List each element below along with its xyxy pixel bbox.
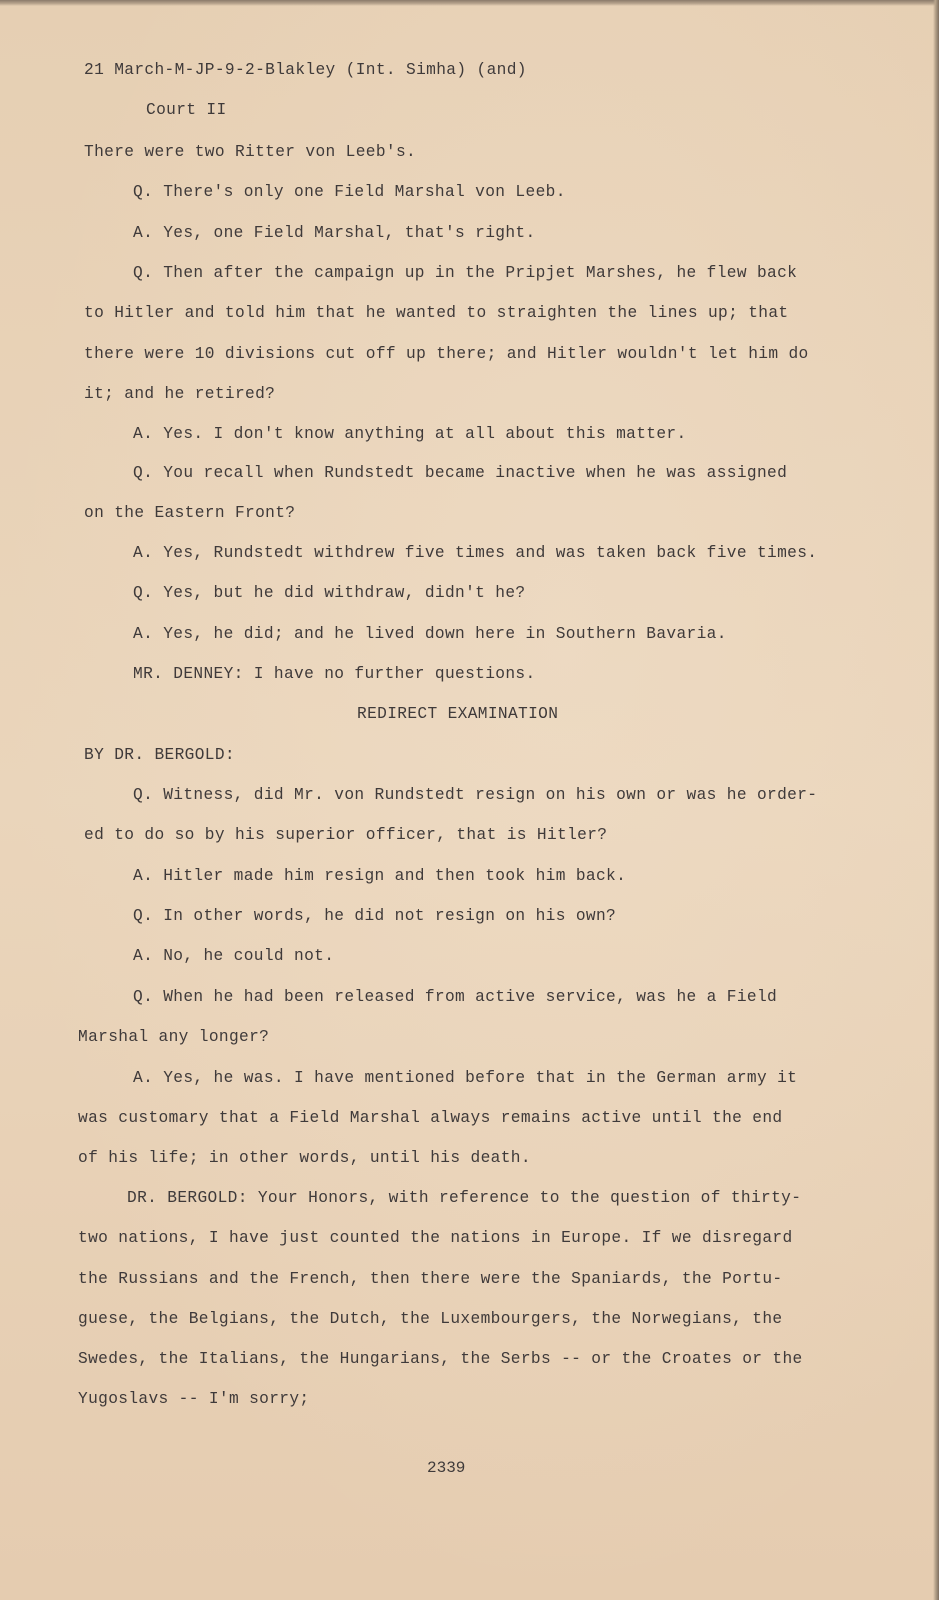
text-line-32: Yugoslavs -- I'm sorry; [78,1390,310,1408]
text-line-27: DR. BERGOLD: Your Honors, with reference to the question of thirty- [127,1189,802,1207]
page-number: 2339 [427,1459,466,1477]
text-line-8: A. Yes. I don't know anything at all about this matter. [133,425,687,443]
text-line-21: A. No, he could not. [133,947,335,965]
document-header: 21 March-M-JP-9-2-Blakley (Int. Simha) (and) [84,61,527,79]
text-line-1: There were two Ritter von Leeb's. [84,143,417,161]
text-line-11: A. Yes, Rundstedt withdrew five times and was taken back five times. [133,544,818,562]
text-line-28: two nations, I have just counted the nations in Europe. If we disregard [78,1229,793,1247]
text-line-4: Q. Then after the campaign up in the Pripjet Marshes, he flew back [133,264,798,282]
text-line-29: the Russians and the French, then there were the Spaniards, the Portu- [78,1270,783,1288]
text-line-24: A. Yes, he was. I have mentioned before that in the German army it [133,1069,798,1087]
text-line-17: Q. Witness, did Mr. von Rundstedt resign on his own or was he order- [133,786,818,804]
page-right-edge [933,0,939,1600]
text-line-18: ed to do so by his superior officer, that is Hitler? [84,826,608,844]
text-line-10: on the Eastern Front? [84,504,296,522]
text-line-9: Q. You recall when Rundstedt became inactive when he was assigned [133,464,788,482]
text-line-12: Q. Yes, but he did withdraw, didn't he? [133,584,526,602]
text-line-22: Q. When he had been released from active service, was he a Field [133,988,778,1006]
text-line-23: Marshal any longer? [78,1028,270,1046]
text-line-25: was customary that a Field Marshal always remains active until the end [78,1109,783,1127]
court-label: Court II [146,101,227,119]
text-line-6: there were 10 divisions cut off up there; and Hitler wouldn't let him do [84,345,809,363]
text-line-5: to Hitler and told him that he wanted to straighten the lines up; that [84,304,789,322]
text-line-14: MR. DENNEY: I have no further questions. [133,665,536,683]
text-line-3: A. Yes, one Field Marshal, that's right. [133,224,536,242]
page-top-edge [0,0,939,6]
text-line-31: Swedes, the Italians, the Hungarians, the Serbs -- or the Croates or the [78,1350,803,1368]
section-heading: REDIRECT EXAMINATION [357,705,559,723]
text-line-2: Q. There's only one Field Marshal von Leeb. [133,183,566,201]
text-line-26: of his life; in other words, until his death. [78,1149,531,1167]
text-line-13: A. Yes, he did; and he lived down here in Southern Bavaria. [133,625,727,643]
text-line-20: Q. In other words, he did not resign on his own? [133,907,617,925]
text-line-16: BY DR. BERGOLD: [84,746,235,764]
text-line-7: it; and he retired? [84,385,276,403]
text-line-30: guese, the Belgians, the Dutch, the Luxembourgers, the Norwegians, the [78,1310,783,1328]
text-line-19: A. Hitler made him resign and then took him back. [133,867,627,885]
